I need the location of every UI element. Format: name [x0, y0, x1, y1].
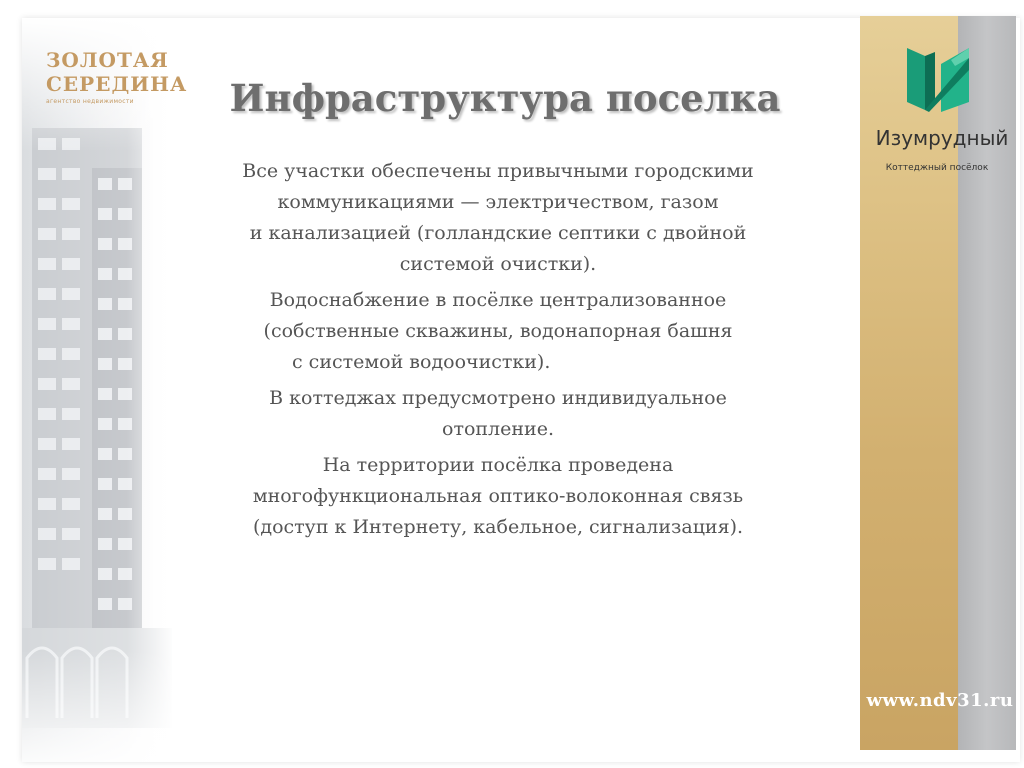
paragraph-utilities [188, 156, 808, 280]
text-line: системой очистки). [399, 253, 597, 275]
text-line: В коттеджах предусмотрено индивидуальное [269, 387, 727, 409]
text-line: с системой водоочистки). [292, 351, 551, 373]
text-line: отопление. [442, 418, 554, 440]
text-line: Водоснабжение в посёлке централизованное [269, 289, 727, 311]
text-line: коммуникациями — электричеством, газом [277, 191, 719, 213]
estate-name: Изумрудный [875, 126, 1009, 150]
text-line: многофункциональная оптико-волоконная связь [252, 485, 744, 507]
estate-subtitle: Коттеджный посёлок [885, 163, 989, 173]
text-line: На территории посёлка проведена [322, 454, 674, 476]
website-link[interactable]: www.ndv31.ru [866, 690, 1014, 711]
text-line: и канализацией (голландские септики с двойной [249, 222, 747, 244]
building-illustration [22, 18, 188, 762]
brand-name-line1: ЗОЛОТАЯ [46, 48, 169, 72]
body-text [188, 156, 808, 548]
text-line: (собственные скважины, водонапорная башня [263, 320, 733, 342]
brand-logo [46, 48, 188, 105]
text-line: (доступ к Интернету, кабельное, сигнализация). [252, 516, 744, 538]
brand-name-line2: СЕРЕДИНА [46, 72, 188, 96]
emerald-emblem-icon [905, 44, 971, 114]
page-title: Инфраструктура поселка [229, 76, 781, 120]
paragraph-connectivity [188, 450, 808, 543]
paragraph-water-supply [188, 285, 808, 378]
paragraph-heating [188, 383, 808, 445]
text-line: Все участки обеспечены привычными городскими [242, 160, 754, 182]
brand-subtitle: агентство недвижимости [46, 98, 134, 105]
